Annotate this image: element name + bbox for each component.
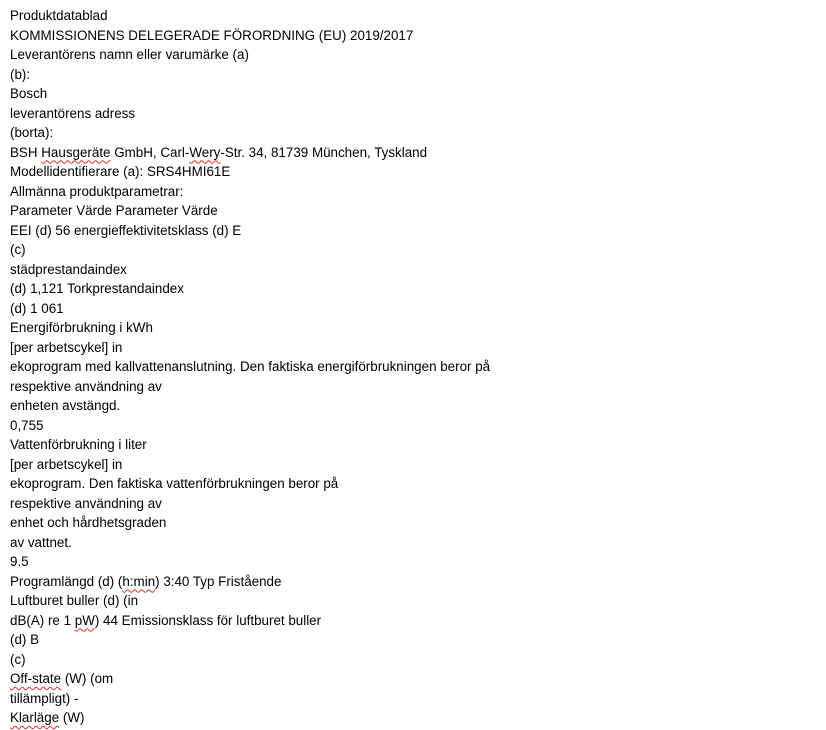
document-line xyxy=(10,279,826,299)
line-text: BSH xyxy=(10,144,42,160)
line-text: [per arbetscykel] in xyxy=(10,339,123,355)
document-line xyxy=(10,201,826,221)
spellcheck-flagged-word: pW xyxy=(74,612,95,628)
line-text: -Str. 34, 81739 München, Tyskland xyxy=(220,144,428,160)
line-text: (d) B xyxy=(10,632,40,647)
line-text: enheten avstängd. xyxy=(10,398,121,413)
line-text: (W) (om xyxy=(61,671,114,686)
line-text: Allmänna produktparametrar: xyxy=(10,183,184,199)
document-line xyxy=(10,357,826,377)
document-line xyxy=(10,455,826,475)
document-line xyxy=(10,435,826,455)
document-line xyxy=(10,513,826,533)
line-text: Luftburet buller (d) (in xyxy=(10,593,139,608)
line-text: enhet och hårdhetsgraden xyxy=(10,515,167,530)
line-text: tillämpligt) - xyxy=(10,690,79,706)
document-line xyxy=(10,65,826,85)
document-body xyxy=(10,6,826,728)
line-text: KOMMISSIONENS DELEGERADE FÖRORDNING (EU) 2019/2017 xyxy=(10,27,414,43)
line-text: (c) xyxy=(10,651,26,667)
line-text: Produktdatablad xyxy=(10,8,108,23)
line-text: GmbH, Carl- xyxy=(110,144,190,160)
document-line xyxy=(10,669,826,689)
line-text: respektive användning av xyxy=(10,495,162,511)
line-text: (d) 1 061 xyxy=(10,300,64,316)
document-line xyxy=(10,650,826,670)
document-line xyxy=(10,533,826,553)
spellcheck-flagged-word: Hausgeräte xyxy=(41,144,111,160)
line-text: ekoprogram med kallvattenanslutning. Den faktiska energiförbrukningen beror på xyxy=(10,359,491,374)
line-text: (b): xyxy=(10,66,31,82)
document-line xyxy=(10,494,826,514)
line-text: 9.5 xyxy=(10,554,29,569)
document-line xyxy=(10,104,826,124)
document-line xyxy=(10,396,826,416)
document-line xyxy=(10,221,826,241)
spellcheck-flagged-word: h:min xyxy=(122,573,156,589)
line-text: Vattenförbrukning i liter xyxy=(10,437,147,452)
document-line xyxy=(10,474,826,494)
document-line xyxy=(10,708,826,728)
line-text: 0,755 xyxy=(10,417,44,433)
document-line xyxy=(10,84,826,104)
line-text: EEI (d) 56 energieffektivitetsklass (d) E xyxy=(10,222,242,238)
spellcheck-flagged-word: Wery xyxy=(189,144,221,160)
document-line xyxy=(10,143,826,163)
line-text: Programlängd (d) ( xyxy=(10,573,123,589)
line-text: (borta): xyxy=(10,125,54,140)
line-text: (W) xyxy=(59,710,85,725)
document-line xyxy=(10,45,826,65)
document-line xyxy=(10,552,826,572)
line-text: ) 44 Emissionsklass för luftburet buller xyxy=(94,612,322,628)
document-line xyxy=(10,591,826,611)
line-text: (d) 1,121 Torkprestandaindex xyxy=(10,281,184,296)
document-line xyxy=(10,611,826,631)
document-line xyxy=(10,26,826,46)
document-line xyxy=(10,162,826,182)
line-text: av vattnet. xyxy=(10,534,72,550)
line-text: respektive användning av xyxy=(10,378,162,394)
line-text: Energiförbrukning i kWh xyxy=(10,320,153,335)
spellcheck-flagged-word: Klarläge xyxy=(10,710,60,725)
line-text: Modellidentifierare (a): SRS4HMI61E xyxy=(10,164,231,179)
line-text: dB(A) re 1 xyxy=(10,612,75,628)
document-line xyxy=(10,416,826,436)
line-text: (c) xyxy=(10,242,26,257)
line-text: ekoprogram. Den faktiska vattenförbrukningen beror på xyxy=(10,476,339,491)
document-line xyxy=(10,318,826,338)
document-line xyxy=(10,182,826,202)
spellcheck-flagged-word: Off-state xyxy=(10,671,62,686)
document-line xyxy=(10,572,826,592)
document-line xyxy=(10,6,826,26)
line-text: Parameter Värde Parameter Värde xyxy=(10,203,218,218)
document-line xyxy=(10,689,826,709)
document-line xyxy=(10,299,826,319)
line-text: städprestandaindex xyxy=(10,261,127,277)
line-text: Leverantörens namn eller varumärke (a) xyxy=(10,47,249,62)
document-line xyxy=(10,260,826,280)
document-line xyxy=(10,123,826,143)
document-line xyxy=(10,338,826,358)
document-line xyxy=(10,240,826,260)
line-text: leverantörens adress xyxy=(10,105,136,121)
line-text: [per arbetscykel] in xyxy=(10,456,123,472)
document-line xyxy=(10,630,826,650)
line-text: ) 3:40 Typ Fristående xyxy=(155,573,282,589)
line-text: Bosch xyxy=(10,86,48,101)
document-line xyxy=(10,377,826,397)
